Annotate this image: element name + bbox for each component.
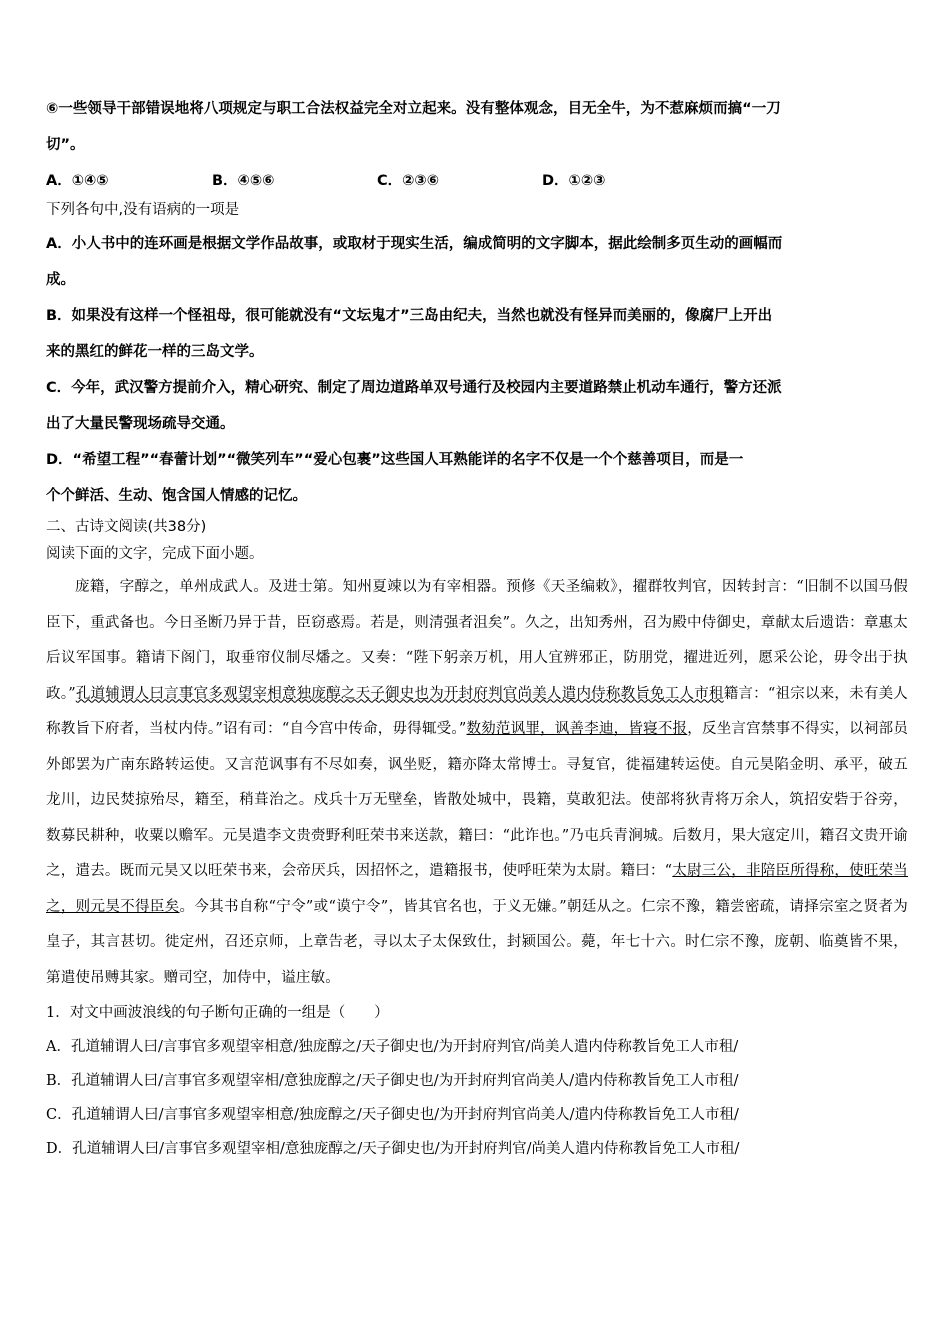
- question-1-option-d: D．孔道辅谓人曰/言事官多观望宰相/意独庞醇之/天子御史也/为开封府判官/尚美人遣内侍称教旨免工人市租/: [46, 1141, 740, 1157]
- grammar-option-a-line-2: 成。: [46, 272, 75, 288]
- prev-question-options: [46, 168, 908, 194]
- question-1-option-a: A．孔道辅谓人曰/言事官多观望宰相意/独庞醇之/天子御史也/为开封府判官/尚美人遣内侍称教旨免工人市租/: [46, 1039, 739, 1055]
- question-1-stem: 1．对文中画波浪线的句子断句正确的一组是（ ）: [46, 1005, 389, 1021]
- document-page: [46, 96, 908, 1166]
- question-1-option-c: C．孔道辅谓人曰/言事官多观望宰相意/独庞醇之/天子御史也/为开封府判官尚美人/遣内侍称教旨免工人市租/: [46, 1107, 739, 1123]
- underlined-sentence-1: 数劾范讽罪，讽善李迪，皆寝不报: [466, 721, 688, 737]
- underlined-sentence-2: 太尉三公，非陪臣所得称，使旺荣当之，则元昊不得臣矣: [46, 863, 909, 915]
- item-6-line-1: ⑥一些领导干部错误地将八项规定与职工合法权益完全对立起来。没有整体观念，目无全牛，为不惹麻烦而搞“一刀: [46, 101, 781, 117]
- grammar-option-d-line-2: 个个鲜活、生动、饱含国人情感的记忆。: [46, 488, 307, 504]
- grammar-option-a-line-1: A．小人书中的连环画是根据文学作品故事，或取材于现实生活，编成简明的文字脚本，据此绘制多页生动的画幅而: [46, 236, 783, 252]
- option-b: B．④⑤⑥: [212, 173, 275, 189]
- grammar-option-c-line-2: 出了大量民警现场疏导交通。: [46, 416, 235, 432]
- grammar-option-d-line-1: D．“希望工程”“春蕾计划”“微笑列车”“爱心包裹”这些国人耳熟能详的名字不仅是一个个慈善项目，而是一: [46, 452, 744, 468]
- grammar-option-c-line-1: C．今年，武汉警方提前介入，精心研究、制定了周边道路单双号通行及校园内主要道路禁止机动车通行，警方还派: [46, 380, 782, 396]
- passage-part-3: ，反坐言宫禁事不得实，以祠部员外郎罢为广南东路转运使。又言范讽事有不尽如奏，讽坐贬，籍亦降太常博士。寻复官，徙福建转运使。自元昊陷金明、承平，破五龙川，边民焚掠殆尽，籍至，稍葺治之。戍兵十万无壁垒，皆散处城中，畏籍，莫敢犯法。使部将狄青将万余人，筑招安砦于谷旁，数募民耕种，收粟以赡军。元昊遣李文贵赍野利旺荣书来送款，籍曰：“此诈也。”乃屯兵青涧城。后数月，果大寇定川，籍召文贵开谕之，遣去。既而元昊又以旺荣书来，会帝厌兵，因招怀之，遣籍报书，使呼旺荣为太尉。籍曰：“: [46, 721, 909, 879]
- classical-passage: [46, 570, 908, 996]
- section-title: 二、古诗文阅读(共38分): [46, 519, 207, 535]
- question-1-option-b: B．孔道辅谓人曰/言事官多观望宰相/意独庞醇之/天子御史也/为开封府判官尚美人/遣内侍称教旨免工人市租/: [46, 1073, 739, 1089]
- option-a: A．①④⑤: [46, 173, 109, 189]
- wavy-underlined-sentence: 孔道辅谓人曰言事官多观望宰相意独庞醇之天子御史也为开封府判官尚美人遣内侍称教旨免工人市租: [75, 685, 724, 702]
- passage-part-2: 籍言：“祖宗以来，未有美人称教旨下府者，当杖内侍。”诏有司：“自今宫中传命，毋得辄受。”: [46, 685, 909, 737]
- grammar-question-stem: 下列各句中,没有语病的一项是: [46, 202, 240, 218]
- grammar-option-b-line-2: 来的黑红的鲜花一样的三岛文学。: [46, 344, 264, 360]
- passage-part-1: 庞籍，字醇之，单州成武人。及进士第。知州夏竦以为有宰相器。预修《天圣编敕》，擢群牧判官，因转封言：“旧制不以国马假臣下，重武备也。今日圣断乃异于昔，臣窃惑焉。若是，则清强者沮矣”。久之，出知秀州，召为殿中侍御史，章献太后遗诰：章惠太后议军国事。籍请下阁门，取垂帘仪制尽燔之。又奏：“陛下躬亲万机，用人宜辨邪正，防朋党，擢进近列，愿采公论，毋令出于执政。”: [46, 579, 908, 702]
- item-6-line-2: 切”。: [46, 137, 85, 153]
- option-d: D．①②③: [542, 173, 606, 189]
- option-c: C．②③⑥: [377, 173, 439, 189]
- grammar-option-b-line-1: B．如果没有这样一个怪祖母，很可能就没有“文坛鬼才”三岛由纪夫，当然也就没有怪异而美丽的，像腐尸上开出: [46, 308, 773, 324]
- passage-part-4: 。今其书自称“宁令”或“谟宁令”，皆其官名也，于义无嫌。”朝廷从之。仁宗不豫，籍尝密疏，请择宗室之贤者为皇子，其言甚切。徙定州，召还京师，上章告老，寻以太子太保致仕，封颍国公。薨，年七十六。时仁宗不豫，庞朝、临奠皆不果，第遣使吊赙其家。赠司空，加侍中，谥庄敏。: [46, 898, 908, 986]
- section-intro: 阅读下面的文字，完成下面小题。: [46, 546, 264, 562]
